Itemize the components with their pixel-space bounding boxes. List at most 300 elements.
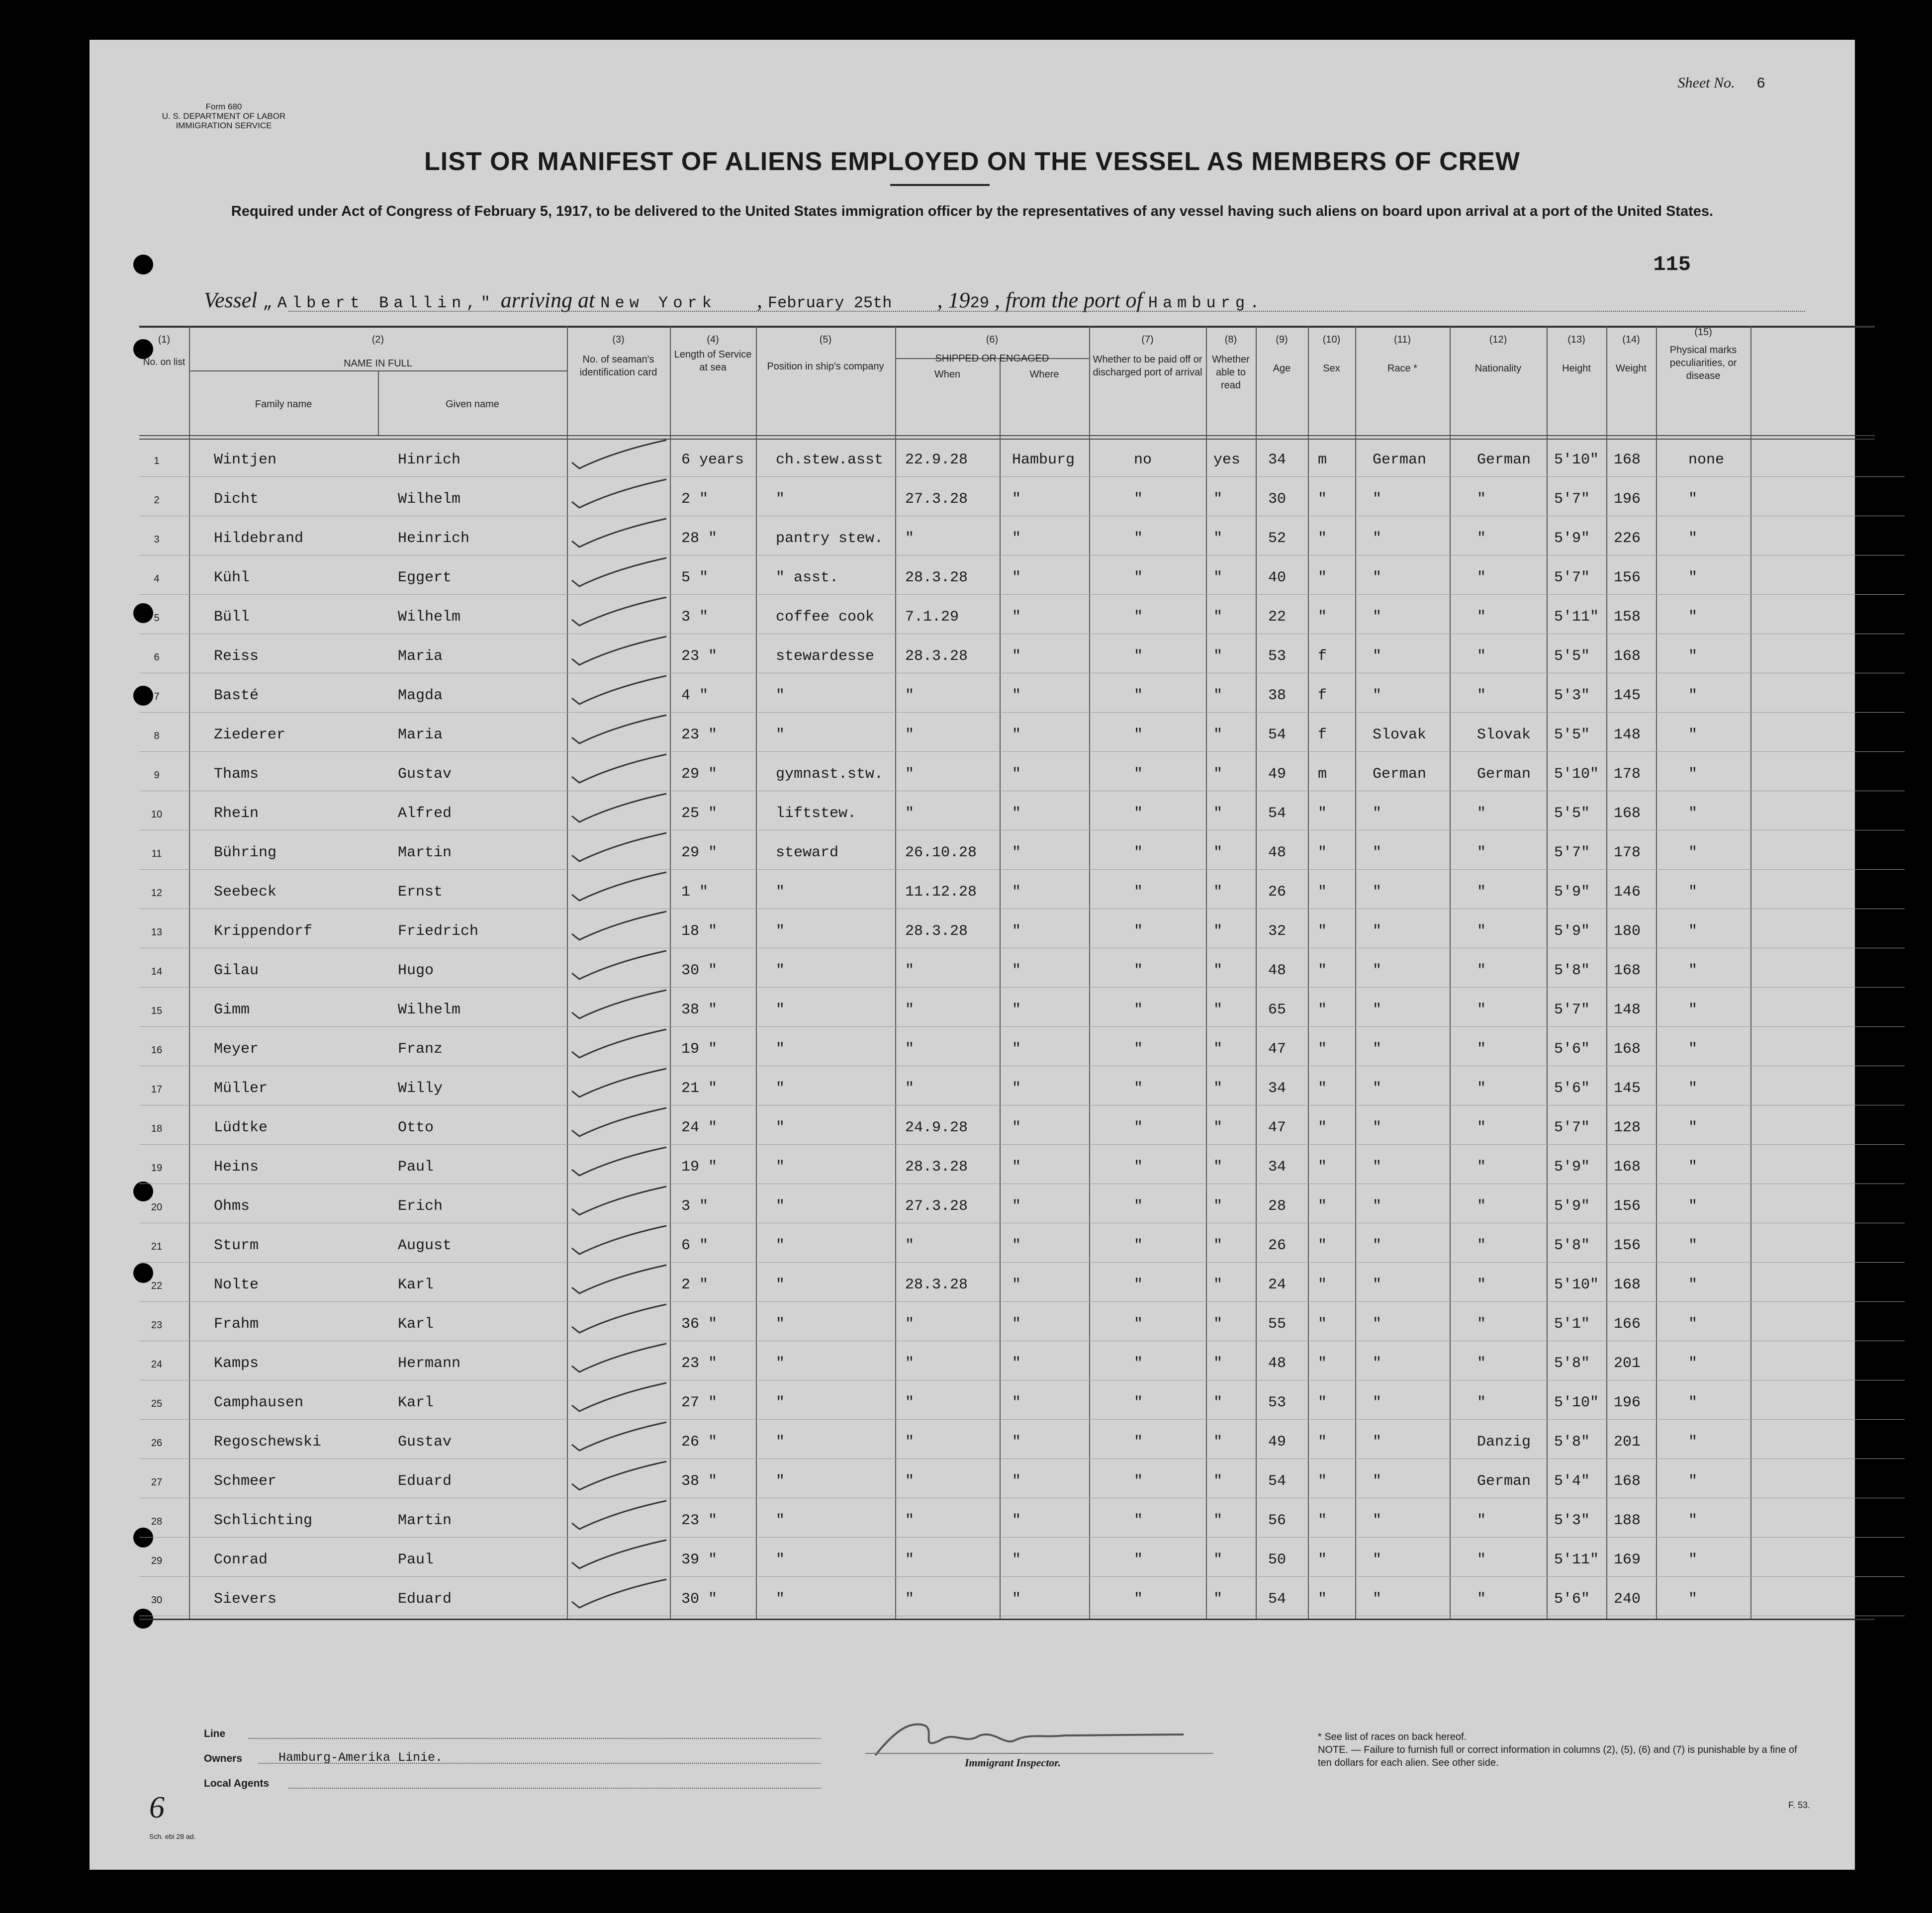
cell-position: ": [776, 1316, 785, 1333]
table-row: [90, 1105, 1930, 1145]
cell-family: Krippendorf: [214, 923, 313, 940]
cell-paid: ": [1134, 1276, 1143, 1293]
cell-where: Hamburg: [1012, 452, 1075, 468]
check-mark-icon: [562, 516, 671, 551]
check-mark-icon: [562, 595, 671, 630]
cell-given: Wilhelm: [398, 1002, 461, 1018]
check-mark-icon: [562, 1420, 671, 1455]
cell-age: 26: [1268, 884, 1287, 901]
cell-sex: ": [1318, 1119, 1327, 1136]
cell-read: ": [1213, 766, 1223, 783]
cell-race: ": [1373, 805, 1382, 822]
cell-position: ": [776, 1119, 785, 1136]
cell-read: ": [1213, 609, 1223, 626]
table-row: [90, 988, 1930, 1027]
cell-where: ": [1012, 491, 1021, 508]
cell-weight: 156: [1614, 1237, 1641, 1254]
cell-given: Eggert: [398, 569, 452, 586]
cell-weight: 168: [1614, 962, 1641, 979]
cell-service: 39 ": [681, 1551, 718, 1568]
cell-when: 27.3.28: [905, 491, 968, 508]
cell-when: 28.3.28: [905, 648, 968, 665]
form-number: [134, 102, 313, 130]
cell-height: 5'5": [1554, 648, 1590, 665]
cell-where: ": [1012, 1002, 1021, 1018]
cell-weight: 168: [1614, 805, 1641, 822]
cell-no: 24: [151, 1359, 163, 1370]
cell-where: ": [1012, 1080, 1021, 1097]
cell-race: ": [1373, 1276, 1382, 1293]
cell-family: Wintjen: [214, 452, 277, 468]
cell-position: ": [776, 1591, 785, 1608]
cell-position: ": [776, 1394, 785, 1411]
table-row: [90, 1341, 1930, 1381]
cell-position: ": [776, 1002, 785, 1018]
cell-given: Hugo: [398, 962, 434, 979]
check-mark-icon: [562, 1498, 671, 1533]
cell-race: ": [1373, 1198, 1382, 1215]
arriving-label: arriving at: [500, 288, 595, 312]
cell-sex: ": [1318, 884, 1327, 901]
cell-read: yes: [1213, 452, 1241, 468]
cell-position: ": [776, 962, 785, 979]
cell-age: 56: [1268, 1512, 1287, 1529]
cell-where: ": [1012, 1355, 1021, 1372]
cell-nationality: ": [1477, 1080, 1486, 1097]
cell-read: ": [1213, 962, 1223, 979]
table-row: [90, 634, 1930, 674]
check-mark-icon: [562, 673, 671, 708]
cell-sex: ": [1318, 1316, 1327, 1333]
cell-nationality: ": [1477, 530, 1486, 547]
col-head-nationality: (12) Nationality: [1474, 334, 1522, 374]
cell-where: ": [1012, 648, 1021, 665]
cell-paid: ": [1134, 1434, 1143, 1451]
col-head-age: (9) Age: [1273, 334, 1291, 374]
page-number: 115: [1653, 253, 1691, 276]
cell-read: ": [1213, 884, 1223, 901]
cell-service: 23 ": [681, 1355, 718, 1372]
cell-marks: ": [1688, 530, 1698, 547]
cell-age: 50: [1268, 1551, 1287, 1568]
cell-sex: ": [1318, 1080, 1327, 1097]
cell-when: ": [905, 1316, 915, 1333]
cell-paid: ": [1134, 1355, 1143, 1372]
owners-label: Owners: [204, 1753, 243, 1764]
cell-when: 26.10.28: [905, 844, 977, 861]
cell-read: ": [1213, 648, 1223, 665]
year-prefix: , 19: [937, 288, 970, 312]
cell-weight: 158: [1614, 609, 1641, 626]
cell-family: Rhein: [214, 805, 259, 822]
cell-nationality: ": [1477, 1551, 1486, 1568]
cell-weight: 146: [1614, 884, 1641, 901]
cell-given: Eduard: [398, 1473, 452, 1490]
cell-race: ": [1373, 1551, 1382, 1568]
arrival-date: February 25th: [767, 294, 892, 312]
cell-read: ": [1213, 1159, 1223, 1176]
cell-race: ": [1373, 1591, 1382, 1608]
cell-no: 2: [154, 495, 160, 506]
cell-marks: ": [1688, 884, 1698, 901]
cell-no: 17: [151, 1084, 163, 1095]
cell-paid: ": [1134, 1198, 1143, 1215]
cell-given: Heinrich: [398, 530, 470, 547]
cell-family: Conrad: [214, 1551, 268, 1568]
cell-sex: ": [1318, 609, 1327, 626]
table-row: [90, 555, 1930, 595]
cell-no: 27: [151, 1477, 163, 1488]
cell-given: Martin: [398, 1512, 452, 1529]
cell-given: Wilhelm: [398, 609, 461, 626]
cell-when: ": [905, 1591, 915, 1608]
table-row: [90, 1538, 1930, 1577]
cell-given: Paul: [398, 1551, 434, 1568]
cell-weight: 156: [1614, 569, 1641, 586]
cell-where: ": [1012, 687, 1021, 704]
cell-service: 2 ": [681, 1276, 709, 1293]
cell-sex: ": [1318, 1276, 1327, 1293]
check-mark-icon: [562, 988, 671, 1022]
check-mark-icon: [562, 1577, 671, 1612]
cell-race: ": [1373, 569, 1382, 586]
owners-field-rule: [259, 1763, 821, 1764]
cell-paid: ": [1134, 1316, 1143, 1333]
cell-read: ": [1213, 1512, 1223, 1529]
cell-weight: 201: [1614, 1355, 1641, 1372]
cell-family: Regoschewski: [214, 1434, 322, 1451]
check-mark-icon: [562, 948, 671, 983]
cell-paid: ": [1134, 530, 1143, 547]
check-mark-icon: [562, 477, 671, 512]
cell-no: 8: [154, 730, 160, 741]
cell-position: ": [776, 1237, 785, 1254]
cell-where: ": [1012, 923, 1021, 940]
cell-race: ": [1373, 530, 1382, 547]
cell-read: ": [1213, 1434, 1223, 1451]
cell-given: Franz: [398, 1041, 443, 1058]
cell-service: 1 ": [681, 884, 709, 901]
title-underline: [890, 184, 990, 186]
cell-service: 5 ": [681, 569, 709, 586]
cell-nationality: ": [1477, 923, 1486, 940]
cell-paid: ": [1134, 727, 1143, 743]
cell-no: 7: [154, 691, 160, 702]
cell-race: Slovak: [1373, 727, 1427, 743]
cell-position: ": [776, 1512, 785, 1529]
cell-nationality: ": [1477, 491, 1486, 508]
cell-race: ": [1373, 1316, 1382, 1333]
cell-position: ": [776, 687, 785, 704]
cell-height: 5'10": [1554, 1276, 1599, 1293]
cell-family: Gimm: [214, 1002, 250, 1018]
table-row: [90, 1027, 1930, 1067]
check-mark-icon: [562, 830, 671, 865]
cell-family: Müller: [214, 1080, 268, 1097]
header-bottom-rule: [139, 435, 1875, 436]
cell-when: ": [905, 1237, 915, 1254]
cell-where: ": [1012, 766, 1021, 783]
col-head-shipped: (6) SHIPPED OR ENGAGED: [935, 334, 1049, 364]
table-row: [90, 673, 1930, 713]
cell-service: 3 ": [681, 609, 709, 626]
col-head-given: Given name: [446, 399, 499, 410]
cell-no: 29: [151, 1555, 163, 1566]
col-head-sex: (10) Sex: [1322, 334, 1341, 374]
col-head-marks: (15) Physical marks peculiarities, or disease: [1669, 327, 1737, 381]
cell-marks: ": [1688, 1237, 1698, 1254]
cell-marks: ": [1688, 1591, 1698, 1608]
cell-weight: 168: [1614, 648, 1641, 665]
cell-paid: ": [1134, 1119, 1143, 1136]
cell-race: ": [1373, 1119, 1382, 1136]
cell-no: 23: [151, 1320, 163, 1331]
cell-read: ": [1213, 923, 1223, 940]
cell-sex: ": [1318, 805, 1327, 822]
cell-family: Nolte: [214, 1276, 259, 1293]
table-row: [90, 1223, 1930, 1263]
col-head-family: Family name: [255, 399, 312, 410]
cell-weight: 148: [1614, 1002, 1641, 1018]
cell-where: ": [1012, 1551, 1021, 1568]
cell-when: ": [905, 1041, 915, 1058]
cell-marks: ": [1688, 1198, 1698, 1215]
table-row: [90, 477, 1930, 517]
table-row: [90, 1380, 1930, 1420]
cell-sex: f: [1318, 687, 1327, 704]
cell-nationality: ": [1477, 1041, 1486, 1058]
cell-family: Meyer: [214, 1041, 259, 1058]
col-head-id-card: (3) No. of seaman's identification card: [579, 334, 657, 378]
cell-age: 48: [1268, 844, 1287, 861]
cell-race: ": [1373, 1002, 1382, 1018]
from-label: , from the port of: [994, 288, 1143, 312]
cell-when: 28.3.28: [905, 569, 968, 586]
cell-nationality: Danzig: [1477, 1434, 1531, 1451]
cell-age: 34: [1268, 452, 1287, 468]
table-row: [90, 1184, 1930, 1224]
cell-race: ": [1373, 1473, 1382, 1490]
local-agents-label: Local Agents: [204, 1778, 270, 1789]
cell-paid: ": [1134, 805, 1143, 822]
cell-no: 21: [151, 1241, 163, 1252]
cell-nationality: ": [1477, 1002, 1486, 1018]
cell-where: ": [1012, 1276, 1021, 1293]
sheet-number: [1678, 75, 1766, 92]
cell-age: 48: [1268, 1355, 1287, 1372]
cell-marks: ": [1688, 1473, 1698, 1490]
cell-height: 5'7": [1554, 1002, 1590, 1018]
cell-no: 22: [151, 1280, 163, 1291]
cell-read: ": [1213, 687, 1223, 704]
cell-no: 6: [154, 652, 160, 663]
table-row: [90, 1420, 1930, 1459]
cell-when: ": [905, 1394, 915, 1411]
cell-height: 5'9": [1554, 1159, 1590, 1176]
cell-read: ": [1213, 844, 1223, 861]
cell-height: 5'5": [1554, 727, 1590, 743]
cell-service: 19 ": [681, 1159, 718, 1176]
cell-weight: 128: [1614, 1119, 1641, 1136]
cell-where: ": [1012, 884, 1021, 901]
cell-age: 38: [1268, 687, 1287, 704]
cell-paid: ": [1134, 766, 1143, 783]
cell-nationality: ": [1477, 1512, 1486, 1529]
check-mark-icon: [562, 1223, 671, 1258]
cell-sex: ": [1318, 1041, 1327, 1058]
cell-marks: none: [1688, 452, 1725, 468]
cell-sex: ": [1318, 1159, 1327, 1176]
inspector-label: Immigrant Inspector.: [965, 1756, 1061, 1769]
cell-read: ": [1213, 1119, 1223, 1136]
cell-sex: ": [1318, 1434, 1327, 1451]
cell-age: 54: [1268, 805, 1287, 822]
cell-given: Gustav: [398, 1434, 452, 1451]
cell-paid: ": [1134, 1002, 1143, 1018]
table-row: [90, 870, 1930, 910]
cell-read: ": [1213, 1591, 1223, 1608]
cell-nationality: German: [1477, 766, 1531, 783]
cell-position: ": [776, 1198, 785, 1215]
cell-service: 26 ": [681, 1434, 718, 1451]
cell-family: Heins: [214, 1159, 259, 1176]
cell-marks: ": [1688, 805, 1698, 822]
cell-nationality: ": [1477, 1355, 1486, 1372]
cell-where: ": [1012, 962, 1021, 979]
cell-sex: ": [1318, 1237, 1327, 1254]
cell-nationality: ": [1477, 1237, 1486, 1254]
check-mark-icon: [562, 752, 671, 787]
page-title: LIST OR MANIFEST OF ALIENS EMPLOYED ON THE VESSEL AS MEMBERS OF CREW: [424, 147, 1520, 176]
cell-paid: ": [1134, 1512, 1143, 1529]
departure-port: Hamburg.: [1148, 294, 1265, 312]
cell-height: 5'9": [1554, 923, 1590, 940]
cell-service: 23 ": [681, 727, 718, 743]
form-line: U. S. DEPARTMENT OF LABOR: [162, 111, 286, 121]
cell-service: 29 ": [681, 766, 718, 783]
check-mark-icon: [562, 1145, 671, 1180]
check-mark-icon: [562, 1459, 671, 1494]
cell-marks: ": [1688, 1041, 1698, 1058]
cell-given: Hinrich: [398, 452, 461, 468]
cell-service: 23 ": [681, 648, 718, 665]
cell-sex: ": [1318, 1198, 1327, 1215]
cell-age: 34: [1268, 1159, 1287, 1176]
cell-service: 6 years: [681, 452, 744, 468]
cell-paid: ": [1134, 1394, 1143, 1411]
cell-weight: 196: [1614, 491, 1641, 508]
cell-age: 28: [1268, 1198, 1287, 1215]
cell-height: 5'8": [1554, 1434, 1590, 1451]
cell-read: ": [1213, 1041, 1223, 1058]
check-mark-icon: [562, 1027, 671, 1062]
cell-height: 5'6": [1554, 1041, 1590, 1058]
table-row: [90, 1302, 1930, 1342]
cell-nationality: German: [1477, 1473, 1531, 1490]
cell-given: Erich: [398, 1198, 443, 1215]
cell-family: Reiss: [214, 648, 259, 665]
cell-nationality: ": [1477, 1591, 1486, 1608]
cell-no: 4: [154, 573, 160, 584]
cell-nationality: ": [1477, 609, 1486, 626]
cell-family: Camphausen: [214, 1394, 304, 1411]
cell-when: ": [905, 1434, 915, 1451]
cell-position: ": [776, 1080, 785, 1097]
cell-given: Karl: [398, 1316, 434, 1333]
cell-nationality: ": [1477, 962, 1486, 979]
cell-service: 18 ": [681, 923, 718, 940]
cell-marks: ": [1688, 1276, 1698, 1293]
cell-sex: m: [1318, 766, 1327, 783]
cell-marks: ": [1688, 569, 1698, 586]
cell-service: 4 ": [681, 687, 709, 704]
cell-race: German: [1373, 766, 1427, 783]
table-row: [90, 1459, 1930, 1499]
cell-paid: ": [1134, 609, 1143, 626]
cell-marks: ": [1688, 1119, 1698, 1136]
table-row: [90, 438, 1930, 477]
cell-height: 5'9": [1554, 884, 1590, 901]
cell-weight: 240: [1614, 1591, 1641, 1608]
cell-race: ": [1373, 687, 1382, 704]
cell-given: Ernst: [398, 884, 443, 901]
cell-marks: ": [1688, 1355, 1698, 1372]
cell-paid: ": [1134, 1551, 1143, 1568]
cell-where: ": [1012, 609, 1021, 626]
cell-height: 5'4": [1554, 1473, 1590, 1490]
cell-family: Sturm: [214, 1237, 259, 1254]
col-head-service: (4) Length of Service at sea: [674, 334, 752, 373]
cell-nationality: ": [1477, 884, 1486, 901]
cell-weight: 169: [1614, 1551, 1641, 1568]
form-line: IMMIGRATION SERVICE: [176, 121, 272, 130]
cell-weight: 168: [1614, 452, 1641, 468]
col-head-no: (1) No. on list: [143, 334, 185, 367]
cell-service: 30 ": [681, 1591, 718, 1608]
cell-no: 16: [151, 1045, 163, 1056]
cell-service: 21 ": [681, 1080, 718, 1097]
cell-marks: ": [1688, 648, 1698, 665]
cell-paid: ": [1134, 1080, 1143, 1097]
check-mark-icon: [562, 1066, 671, 1101]
cell-weight: 145: [1614, 1080, 1641, 1097]
line-field-rule: [249, 1738, 821, 1739]
cell-paid: ": [1134, 569, 1143, 586]
cell-where: ": [1012, 1316, 1021, 1333]
cell-age: 55: [1268, 1316, 1287, 1333]
cell-sex: ": [1318, 491, 1327, 508]
cell-no: 30: [151, 1595, 163, 1606]
check-mark-icon: [562, 1538, 671, 1572]
cell-when: 28.3.28: [905, 1276, 968, 1293]
col-head-when: When: [934, 369, 961, 380]
form-line: Form 680: [205, 102, 242, 111]
cell-when: ": [905, 805, 915, 822]
cell-age: 54: [1268, 1591, 1287, 1608]
check-mark-icon: [562, 1341, 671, 1376]
cell-service: 29 ": [681, 844, 718, 861]
cell-marks: ": [1688, 727, 1698, 743]
col-head-name: (2) NAME IN FULL: [344, 334, 412, 369]
cell-where: ": [1012, 1512, 1021, 1529]
col-head-weight: (14) Weight: [1616, 334, 1647, 374]
cell-weight: 188: [1614, 1512, 1641, 1529]
cell-paid: ": [1134, 491, 1143, 508]
cell-when: ": [905, 530, 915, 547]
cell-service: 2 ": [681, 491, 709, 508]
cell-height: 5'3": [1554, 687, 1590, 704]
table-row: [90, 713, 1930, 752]
